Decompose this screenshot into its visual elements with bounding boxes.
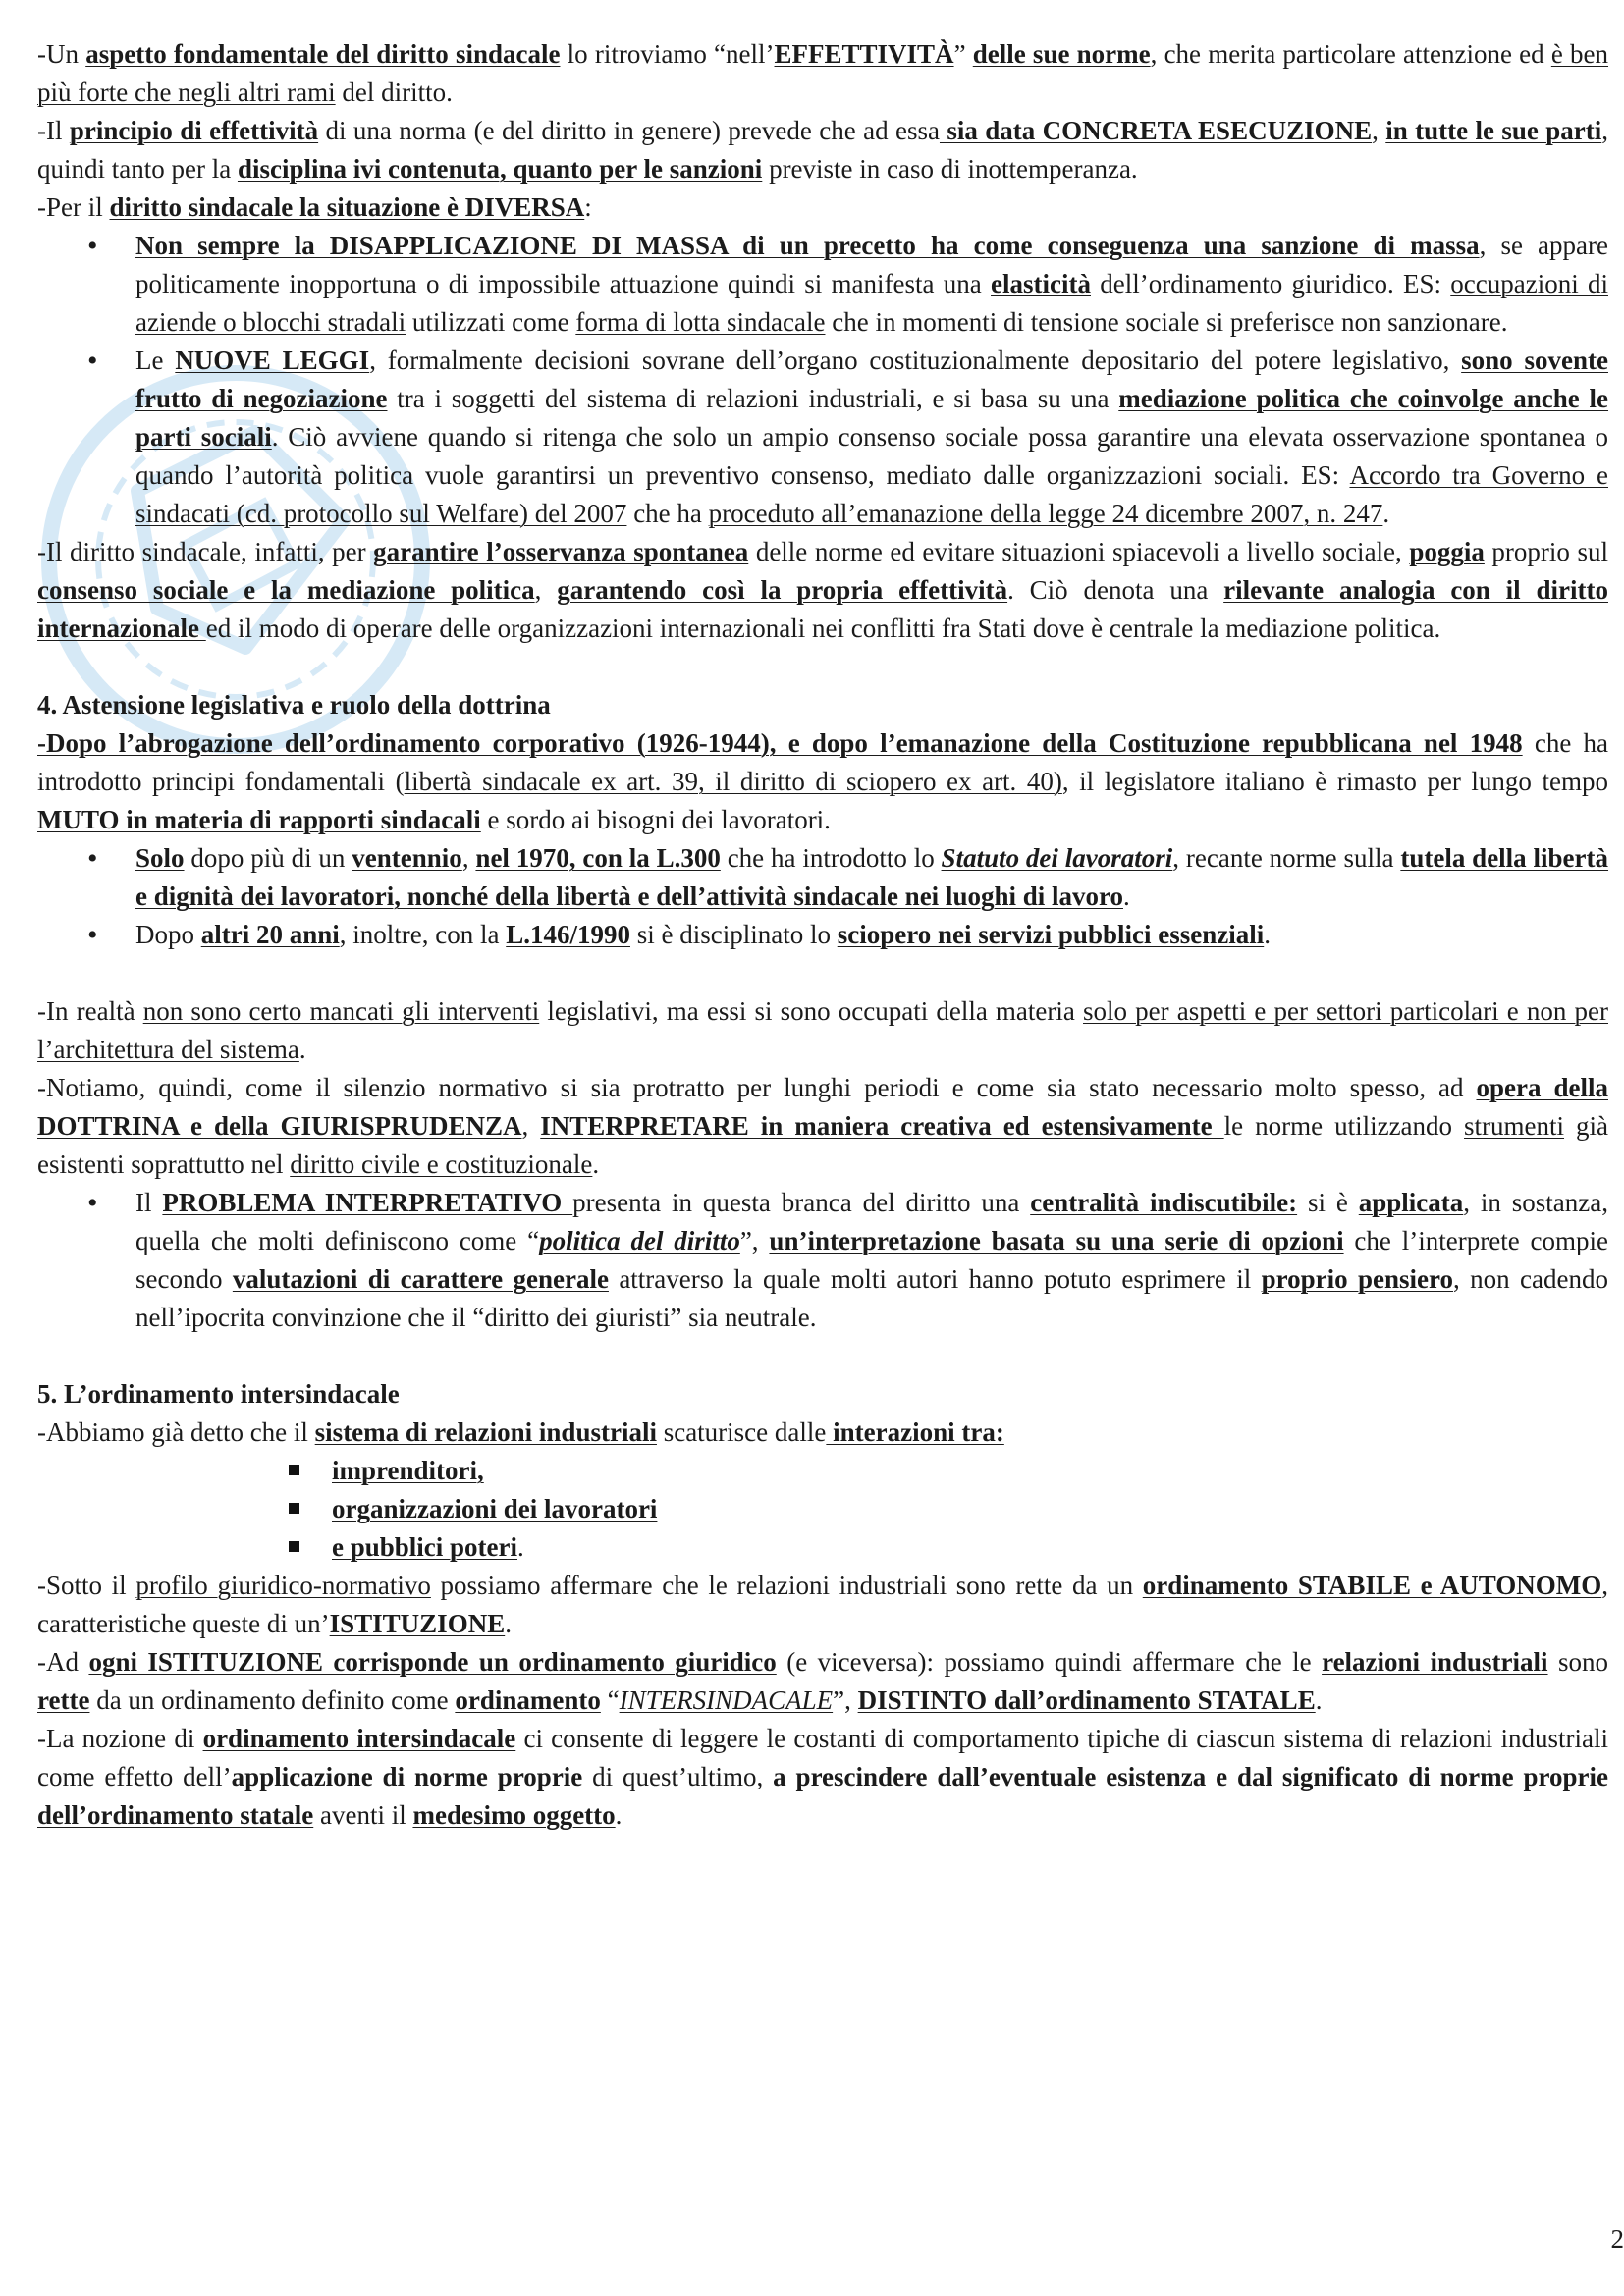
section-heading: 5. L’ordinamento intersindacale bbox=[37, 1379, 400, 1409]
paragraph: -Sotto il profilo giuridico-normativo possiamo affermare che le relazioni industriali sono rette da un ordinamento STABILE e AUTONOMO, caratteristiche queste di un’ISTITUZIONE. bbox=[37, 1571, 1609, 1638]
bullet-item: • Non sempre la DISAPPLICAZIONE DI MASSA di un precetto ha come conseguenza una sanzione di massa, se appare politicamente inopportuna o di impossibile attuazione quindi si manifesta una elasticità dell’ordinamento giuridico. ES: occupazioni di aziende o blocchi stradali utilizzati come forma di lotta sindacale che in momenti di tensione sociale si preferisce non sanzionare. bbox=[37, 227, 1608, 342]
paragraph: -Per il diritto sindacale la situazione è DIVERSA: bbox=[37, 192, 592, 222]
spacer bbox=[37, 1337, 1608, 1375]
list-item: imprenditori, bbox=[37, 1452, 1608, 1490]
paragraph: -La nozione di ordinamento intersindacale ci consente di leggere le costanti di comportamento tipiche di ciascun sistema di relazioni industriali come effetto dell’applicazione di norme proprie di quest’ultimo, a prescindere dall’eventuale esistenza e dal significato di norme proprie dell’ordinamento statale aventi il medesimo oggetto. bbox=[37, 1724, 1608, 1830]
paragraph: -Un aspetto fondamentale del diritto sindacale lo ritroviamo “nell’EFFETTIVITÀ” delle sue norme, che merita particolare attenzione ed è ben più forte che negli altri rami del diritto. bbox=[37, 39, 1609, 107]
document-body bbox=[37, 35, 1608, 1835]
page-number: 2 bbox=[1610, 2224, 1624, 2254]
bullet-list bbox=[37, 839, 1608, 954]
bullet-list bbox=[37, 1184, 1608, 1337]
bullet-item: • Dopo altri 20 anni, inoltre, con la L.146/1990 si è disciplinato lo sciopero nei servizi pubblici essenziali. bbox=[37, 916, 1608, 954]
list-item: organizzazioni dei lavoratori bbox=[37, 1490, 1608, 1528]
paragraph: -Ad ogni ISTITUZIONE corrisponde un ordinamento giuridico (e viceversa): possiamo quindi affermare che le relazioni industriali sono rette da un ordinamento definito come ordinamento “INTERSINDACALE”, DISTINTO dall’ordinamento STATALE. bbox=[37, 1647, 1608, 1715]
bullet-item: • Le NUOVE LEGGI, formalmente decisioni sovrane dell’organo costituzionalmente depositario del potere legislativo, sono sovente frutto di negoziazione tra i soggetti del sistema di relazioni industriali, e si basa su una mediazione politica che coinvolge anche le parti sociali. Ciò avviene quando si ritenga che solo un ampio consenso sociale possa garantire una elevata osservazione spontanea o quando l’autorità politica vuole garantirsi un preventivo consenso, mediato dalle organizzazioni sociali. ES: Accordo tra Governo e sindacati (cd. protocollo sul Welfare) del 2007 che ha proceduto all’emanazione della legge 24 dicembre 2007, n. 247. bbox=[37, 342, 1608, 533]
paragraph: -Il diritto sindacale, infatti, per garantire l’osservanza spontanea delle norme ed evitare situazioni spiacevoli a livello sociale, poggia proprio sul consenso sociale e la mediazione politica, garantendo così la propria effettività. Ciò denota una rilevante analogia con il diritto internazionale ed il modo di operare delle organizzazioni internazionali nei conflitti fra Stati dove è centrale la mediazione politica. bbox=[37, 537, 1608, 643]
spacer bbox=[37, 648, 1608, 686]
paragraph: -Il principio di effettività di una norma (e del diritto in genere) prevede che ad essa sia data CONCRETA ESECUZIONE, in tutte le sue parti, quindi tanto per la disciplina ivi contenuta, quanto per le sanzioni previste in caso di inottemperanza. bbox=[37, 116, 1609, 184]
bullet-item: • Il PROBLEMA INTERPRETATIVO presenta in questa branca del diritto una centralità indiscutibile: si è applicata, in sostanza, quella che molti definiscono come “politica del diritto”, un’interpretazione basata su una serie di opzioni che l’interprete compie secondo valutazioni di carattere generale attraverso la quale molti autori hanno potuto esprimere il proprio pensiero, non cadendo nell’ipocrita convinzione che il “diritto dei giuristi” sia neutrale. bbox=[37, 1184, 1608, 1337]
paragraph: -Notiamo, quindi, come il silenzio normativo si sia protratto per lunghi periodi e come sia stato necessario molto spesso, ad opera della DOTTRINA e della GIURISPRUDENZA, INTERPRETARE in maniera creativa ed estensivamente le norme utilizzando strumenti già esistenti soprattutto nel diritto civile e costituzionale. bbox=[37, 1073, 1609, 1179]
spacer bbox=[37, 954, 1608, 992]
list-item: e pubblici poteri. bbox=[37, 1528, 1608, 1567]
paragraph: -Dopo l’abrogazione dell’ordinamento corporativo (1926-1944), e dopo l’emanazione della Costituzione repubblicana nel 1948 che ha introdotto principi fondamentali (libertà sindacale ex art. 39, il diritto di sciopero ex art. 40), il legislatore italiano è rimasto per lungo tempo MUTO in materia di rapporti sindacali e sordo ai bisogni dei lavoratori. bbox=[37, 728, 1608, 834]
paragraph: -In realtà non sono certo mancati gli interventi legislativi, ma essi si sono occupati della materia solo per aspetti e per settori particolari e non per l’architettura del sistema. bbox=[37, 996, 1608, 1064]
bullet-list bbox=[37, 227, 1608, 533]
paragraph: -Abbiamo già detto che il sistema di relazioni industriali scaturisce dalle interazioni tra: bbox=[37, 1417, 1004, 1447]
bullet-item: • Solo dopo più di un ventennio, nel 1970, con la L.300 che ha introdotto lo Statuto dei lavoratori, recante norme sulla tutela della libertà e dignità dei lavoratori, nonché della libertà e dell’attività sindacale nei luoghi di lavoro. bbox=[37, 839, 1608, 916]
section-heading: 4. Astensione legislativa e ruolo della dottrina bbox=[37, 690, 551, 720]
square-list bbox=[37, 1452, 1608, 1567]
